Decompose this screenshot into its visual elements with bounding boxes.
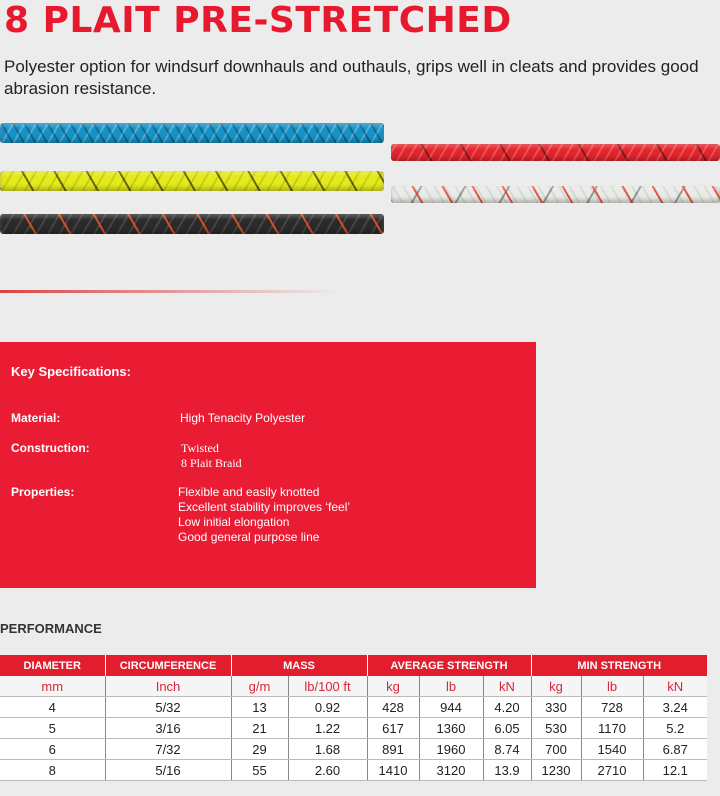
key-specifications-panel [0, 342, 536, 588]
table-header-row [0, 655, 707, 676]
spec-heading: Key Specifications: [11, 364, 131, 379]
table-cell: 530 [531, 718, 581, 739]
table-row [0, 718, 707, 739]
unit-cell: lb [419, 676, 483, 697]
property-item: Excellent stability improves ‘feel’ [178, 500, 351, 514]
table-cell: 5.2 [643, 718, 707, 739]
header-average-strength: AVERAGE STRENGTH [367, 655, 531, 676]
unit-cell: kN [643, 676, 707, 697]
table-cell: 29 [231, 739, 288, 760]
product-description: Polyester option for windsurf downhauls and outhauls, grips well in cleats and provides good abrasion resistance. [4, 57, 699, 98]
rope-sample-red [391, 144, 720, 161]
table-cell: 5 [0, 718, 105, 739]
table-cell: 330 [531, 697, 581, 718]
rope-sample-yellow [0, 171, 384, 191]
construction-value [181, 441, 242, 471]
table-cell: 8.74 [483, 739, 531, 760]
table-cell: 3120 [419, 760, 483, 781]
table-cell: 1360 [419, 718, 483, 739]
header-mass: MASS [231, 655, 367, 676]
table-cell: 728 [581, 697, 643, 718]
header-diameter: DIAMETER [0, 655, 105, 676]
table-cell: 6 [0, 739, 105, 760]
table-row [0, 760, 707, 781]
properties-label: Properties: [11, 485, 75, 499]
property-item: Low initial elongation [178, 515, 290, 529]
material-value-text: High Tenacity Polyester [180, 411, 306, 425]
table-cell: 1410 [367, 760, 419, 781]
table-cell: 0.92 [288, 697, 367, 718]
unit-cell: lb [581, 676, 643, 697]
table-cell: 617 [367, 718, 419, 739]
material-label: Material: [11, 411, 61, 425]
table-row [0, 697, 707, 718]
table-cell: 1.68 [288, 739, 367, 760]
performance-heading: PERFORMANCE [0, 621, 102, 636]
table-cell: 1540 [581, 739, 643, 760]
rope-sample-white [391, 186, 720, 203]
construction-value-line: 8 Plait Braid [181, 456, 242, 470]
table-cell: 4.20 [483, 697, 531, 718]
rope-sample-black [0, 214, 384, 234]
table-cell: 12.1 [643, 760, 707, 781]
table-cell: 6.87 [643, 739, 707, 760]
unit-cell: mm [0, 676, 105, 697]
table-cell: 13.9 [483, 760, 531, 781]
table-cell: 5/16 [105, 760, 231, 781]
property-item: Flexible and easily knotted [178, 485, 320, 499]
material-value [180, 411, 305, 426]
table-cell: 5/32 [105, 697, 231, 718]
page-title: 8 PLAIT PRE-STRETCHED [4, 0, 512, 41]
table-cell: 21 [231, 718, 288, 739]
table-cell: 428 [367, 697, 419, 718]
table-cell: 6.05 [483, 718, 531, 739]
table-cell: 3.24 [643, 697, 707, 718]
table-cell: 8 [0, 760, 105, 781]
unit-cell: kN [483, 676, 531, 697]
table-cell: 944 [419, 697, 483, 718]
unit-cell: lb/100 ft [288, 676, 367, 697]
header-min-strength: MIN STRENGTH [531, 655, 707, 676]
table-cell: 13 [231, 697, 288, 718]
properties-value [178, 485, 350, 545]
table-cell: 1.22 [288, 718, 367, 739]
construction-label: Construction: [11, 441, 90, 455]
table-cell: 2.60 [288, 760, 367, 781]
table-cell: 3/16 [105, 718, 231, 739]
table-cell: 1230 [531, 760, 581, 781]
table-row [0, 739, 707, 760]
unit-cell: kg [531, 676, 581, 697]
table-cell: 1960 [419, 739, 483, 760]
table-cell: 55 [231, 760, 288, 781]
table-cell: 7/32 [105, 739, 231, 760]
unit-cell: Inch [105, 676, 231, 697]
section-divider [0, 290, 340, 293]
table-cell: 2710 [581, 760, 643, 781]
table-cell: 1170 [581, 718, 643, 739]
table-cell: 4 [0, 697, 105, 718]
unit-cell: kg [367, 676, 419, 697]
unit-cell: g/m [231, 676, 288, 697]
units-row [0, 676, 707, 697]
construction-value-line: Twisted [181, 441, 219, 455]
table-cell: 891 [367, 739, 419, 760]
table-cell: 700 [531, 739, 581, 760]
performance-table [0, 655, 707, 781]
header-circumference: CIRCUMFERENCE [105, 655, 231, 676]
rope-sample-blue [0, 123, 384, 143]
property-item: Good general purpose line [178, 530, 320, 544]
